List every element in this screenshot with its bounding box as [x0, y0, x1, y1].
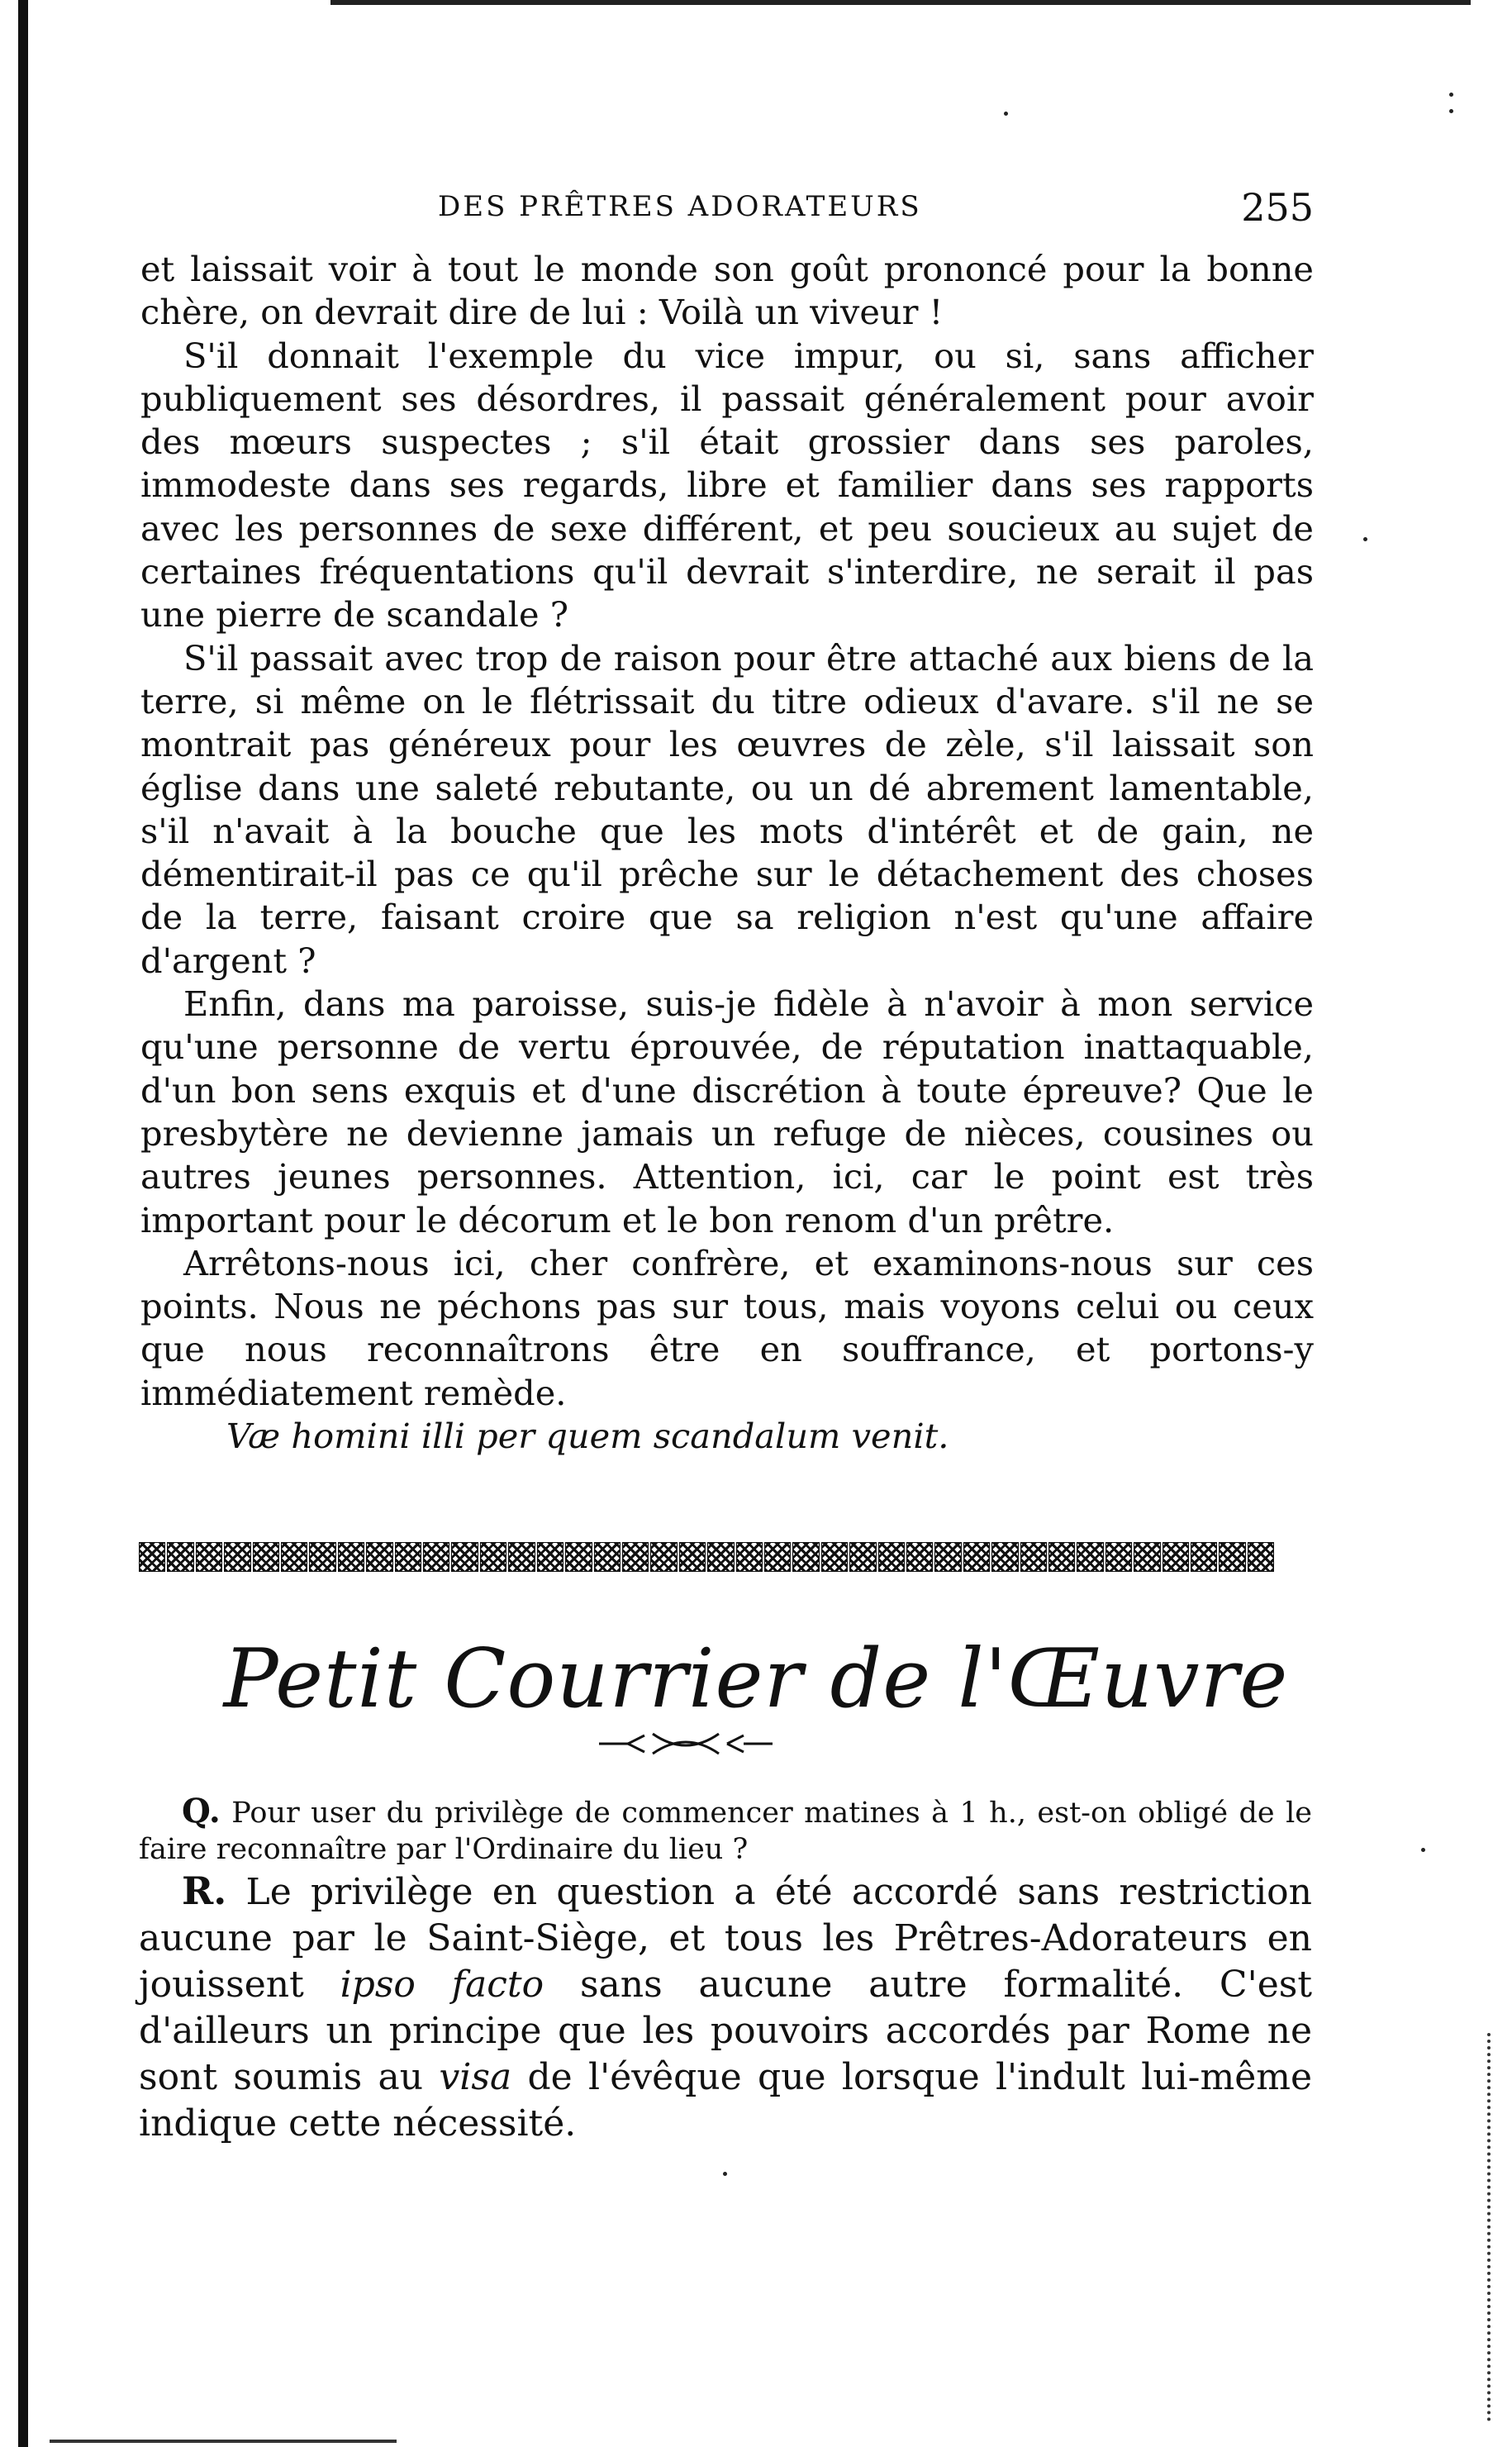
flourish-ornament — [595, 1727, 777, 1760]
question-text: Pour user du privilège de commencer matines à 1 h., est-on obligé de le faire reconnaître par l'Ordinaire du lieu ? — [139, 1797, 1312, 1866]
question-block — [139, 1793, 1312, 1868]
body-text — [140, 248, 1314, 1458]
paragraph: Enfin, dans ma paroisse, suis-je fidèle à n'avoir à mon service qu'une personne de vertu éprouvée, de réputation inattaquable, d'un bon sens exquis et d'une discrétion à toute épreuve? Que le presbytère ne devienne jamais un refuge de nièces, cousines ou autres jeunes personnes. Attention, ici, car le point est très important pour le décorum et le bon renom d'un prêtre. — [140, 983, 1314, 1240]
speck — [1449, 93, 1453, 97]
answer-text: sans aucune autre formalité. C'est d'ailleurs un principe que les pouvoirs accordés par Rome ne sont soumis au — [139, 1964, 1312, 2098]
section-title: Petit Courrier de l'Œuvre — [223, 1632, 1289, 1726]
page-header — [140, 185, 1314, 240]
question-mark: Q. — [182, 1792, 221, 1830]
paragraph: et laissait voir à tout le monde son goût prononcé pour la bonne chère, on devrait dire de lui : Voilà un viveur ! — [140, 249, 1314, 333]
speck — [1449, 109, 1453, 113]
paragraph: Arrêtons-nous ici, cher confrère, et examinons-nous sur ces points. Nous ne péchons pas sur tous, mais voyons celui ou ceux que nous reconnaîtrons être en souffrance, et portons-y immédiatement remède. — [140, 1242, 1314, 1413]
page-number: 255 — [1241, 185, 1314, 230]
running-title: DES PRÊTRES ADORATEURS — [438, 190, 922, 223]
answer-text: Le privilège en question a été accordé sans restriction aucune par le Saint-Siège, et tous les Prêtres-Adorateurs en jouissent — [139, 1871, 1312, 2006]
answer-text: de l'évêque que lorsque l'indult lui-même indique cette nécessité. — [139, 2056, 1312, 2145]
answer-italic-ipso-facto: ipso facto — [340, 1964, 544, 2006]
answer-block — [139, 1868, 1312, 2147]
answer-italic-visa: visa — [439, 2056, 512, 2098]
paragraph: S'il passait avec trop de raison pour être attaché aux biens de la terre, si même on le flétrissait du titre odieux d'avare. s'il ne se montrait pas généreux pour les œuvres de zèle, s'il laissait son église dans une saleté rebutante, ou un dé abrement lamentable, s'il n'avait à la bouche que les mots d'intérêt et de gain, ne démentirait-il pas ce qu'il prêche sur le détachement des choses de la terre, faisant croire que sa religion n'est qu'une affaire d'argent ? — [140, 637, 1314, 981]
speck — [1004, 112, 1008, 116]
scan-edge-right — [1487, 2033, 1495, 2421]
answer-mark: R. — [182, 1869, 227, 1913]
scan-edge-bottom — [50, 2440, 397, 2443]
speck — [1421, 1848, 1425, 1852]
scan-edge-top — [330, 0, 1471, 5]
speck — [1363, 537, 1367, 541]
speck — [723, 2172, 727, 2176]
paragraph: S'il donnait l'exemple du vice impur, ou si, sans afficher publiquement ses désordres, il passait généralement pour avoir des mœurs suspectes ; s'il était grossier dans ses paroles, immodeste dans ses regards, libre et familier dans ses rapports avec les personnes de sexe différent, et peu soucieux au sujet de certaines fréquentations qu'il devrait s'interdire, ne serait il pas une pierre de scandale ? — [140, 335, 1314, 636]
ornamental-divider — [139, 1542, 1276, 1570]
scan-edge-left — [18, 0, 28, 2447]
latin-motto: Væ homini illi per quem scandalum venit. — [226, 1416, 949, 1457]
